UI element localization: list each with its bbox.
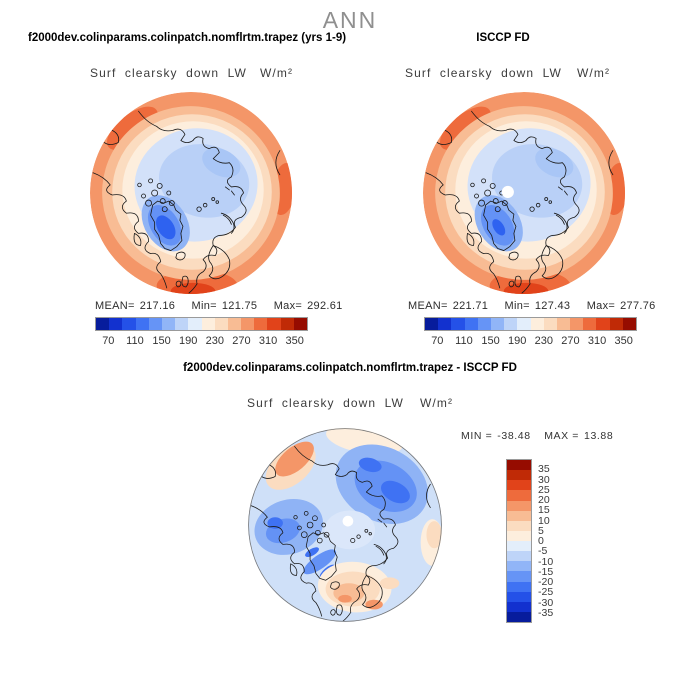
obs-panel-title: ISCCP FD [476,32,530,44]
colorbar-segment [517,318,530,330]
colorbar-segment [507,490,531,500]
colorbar-tick-label: 270 [232,335,251,347]
colorbar-segment [96,318,109,330]
diff-colorbar-label: -10 [538,555,554,568]
pole-hole-dot [502,186,514,198]
colorbar-tick-label: 70 [431,335,444,347]
diff-colorbar-label: -25 [538,586,554,599]
obs-colorbar [424,317,637,331]
colorbar-segment [596,318,609,330]
colorbar-segment [507,511,531,521]
diff-units-label: W/m² [420,396,454,410]
model-mean-label: MEAN= [95,300,135,312]
obs-polar-map [423,92,625,294]
diff-colorbar-labels [538,459,572,623]
colorbar-segment [544,318,557,330]
obs-min-value: 127.43 [534,300,571,312]
model-max-label: Max= [273,300,303,312]
diff-colorbar-label: -30 [538,596,554,609]
colorbar-tick-label: 310 [587,335,607,347]
diff-panel-title: f2000dev.colinparams.colinpatch.nomflrtm.trapez - ISCCP FD [183,362,517,374]
colorbar-segment [491,318,504,330]
colorbar-segment [507,521,531,531]
obs-max-value: 277.76 [620,300,656,312]
colorbar-segment [507,541,531,551]
colorbar-segment [438,318,451,330]
model-svg [90,92,292,294]
diff-colorbar [506,459,532,623]
obs-min-label: Min= [504,300,530,312]
colorbar-segment [504,318,517,330]
model-max-value: 292.61 [307,300,343,312]
obs-svg [423,92,625,294]
diff-colorbar-label: 35 [538,463,550,476]
colorbar-segment [425,318,438,330]
diff-polar-map [248,428,442,622]
diff-colorbar-label: 25 [538,483,550,496]
colorbar-segment [241,318,254,330]
diff-colorbar-label: -35 [538,606,554,619]
model-min-value: 121.75 [221,300,258,312]
colorbar-segment [507,602,531,612]
pole-hole-dot [343,516,354,527]
diff-colorbar-label: 5 [538,524,544,537]
colorbar-tick-label: 350 [285,335,304,347]
colorbar-segment [215,318,228,330]
model-panel-title: f2000dev.colinparams.colinpatch.nomflrtm.trapez (yrs 1-9) [28,32,347,44]
diff-colorbar-label: 20 [538,494,550,506]
colorbar-segment [507,470,531,480]
diff-svg [248,428,442,622]
diff-max-value: 13.88 [584,430,614,442]
colorbar-segment [507,480,531,490]
obs-units-label: W/m² [577,66,611,80]
diff-min-label: MIN = [461,430,493,442]
model-min-label: Min= [191,300,217,312]
colorbar-segment [583,318,596,330]
colorbar-segment [465,318,478,330]
obs-field-label: Surf clearsky down LW [405,66,562,80]
colorbar-segment [570,318,583,330]
obs-mean-label: MEAN= [408,300,448,312]
colorbar-segment [507,460,531,470]
colorbar-tick-label: 270 [561,335,580,347]
colorbar-segment [507,582,531,592]
colorbar-segment [507,571,531,581]
colorbar-segment [507,551,531,561]
colorbar-tick-label: 110 [455,335,473,347]
obs-stats [408,300,669,312]
diff-field-label: Surf clearsky down LW [247,396,404,410]
model-colorbar-ticks [95,335,308,348]
colorbar-segment [175,318,188,330]
colorbar-segment [228,318,241,330]
colorbar-segment [267,318,280,330]
colorbar-segment [451,318,464,330]
diff-colorbar-label: 30 [538,473,550,486]
model-field-label: Surf clearsky down LW [90,66,247,80]
obs-max-label: Max= [586,300,616,312]
colorbar-segment [507,612,531,622]
colorbar-segment [507,531,531,541]
colorbar-tick-label: 350 [614,335,633,347]
colorbar-segment [478,318,491,330]
model-colorbar [95,317,308,331]
diff-colorbar-label: -5 [538,545,548,558]
diff-colorbar-label: -20 [538,576,554,588]
colorbar-tick-label: 190 [179,335,198,347]
obs-mean-value: 221.71 [452,300,489,312]
colorbar-segment [281,318,294,330]
diff-minmax [461,430,623,442]
colorbar-tick-label: 70 [102,335,115,347]
colorbar-segment [122,318,135,330]
colorbar-segment [557,318,570,330]
colorbar-segment [149,318,162,330]
colorbar-segment [188,318,201,330]
colorbar-segment [507,561,531,571]
colorbar-segment [507,592,531,602]
diff-colorbar-label: 10 [538,514,550,527]
colorbar-tick-label: 150 [481,335,500,347]
page-title: ANN [322,7,378,33]
colorbar-segment [162,318,175,330]
diff-colorbar-label: -15 [538,565,554,578]
colorbar-tick-label: 230 [534,335,553,347]
diff-min-value: -38.48 [497,430,531,442]
colorbar-segment [202,318,215,330]
diff-max-label: MAX = [544,430,580,442]
colorbar-tick-label: 230 [205,335,224,347]
obs-colorbar-ticks [424,335,637,348]
model-mean-value: 217.16 [139,300,176,312]
colorbar-segment [531,318,544,330]
diff-colorbar-label: 0 [538,535,544,547]
colorbar-segment [623,318,636,330]
colorbar-segment [136,318,149,330]
model-stats [95,300,356,312]
colorbar-tick-label: 310 [258,335,278,347]
diff-colorbar-label: 15 [538,504,550,517]
colorbar-segment [294,318,307,330]
colorbar-segment [507,501,531,511]
colorbar-tick-label: 110 [126,335,144,347]
colorbar-tick-label: 150 [152,335,171,347]
colorbar-segment [254,318,267,330]
colorbar-tick-label: 190 [508,335,527,347]
model-units-label: W/m² [260,66,294,80]
colorbar-segment [610,318,623,330]
model-polar-map [90,92,292,294]
colorbar-segment [109,318,122,330]
